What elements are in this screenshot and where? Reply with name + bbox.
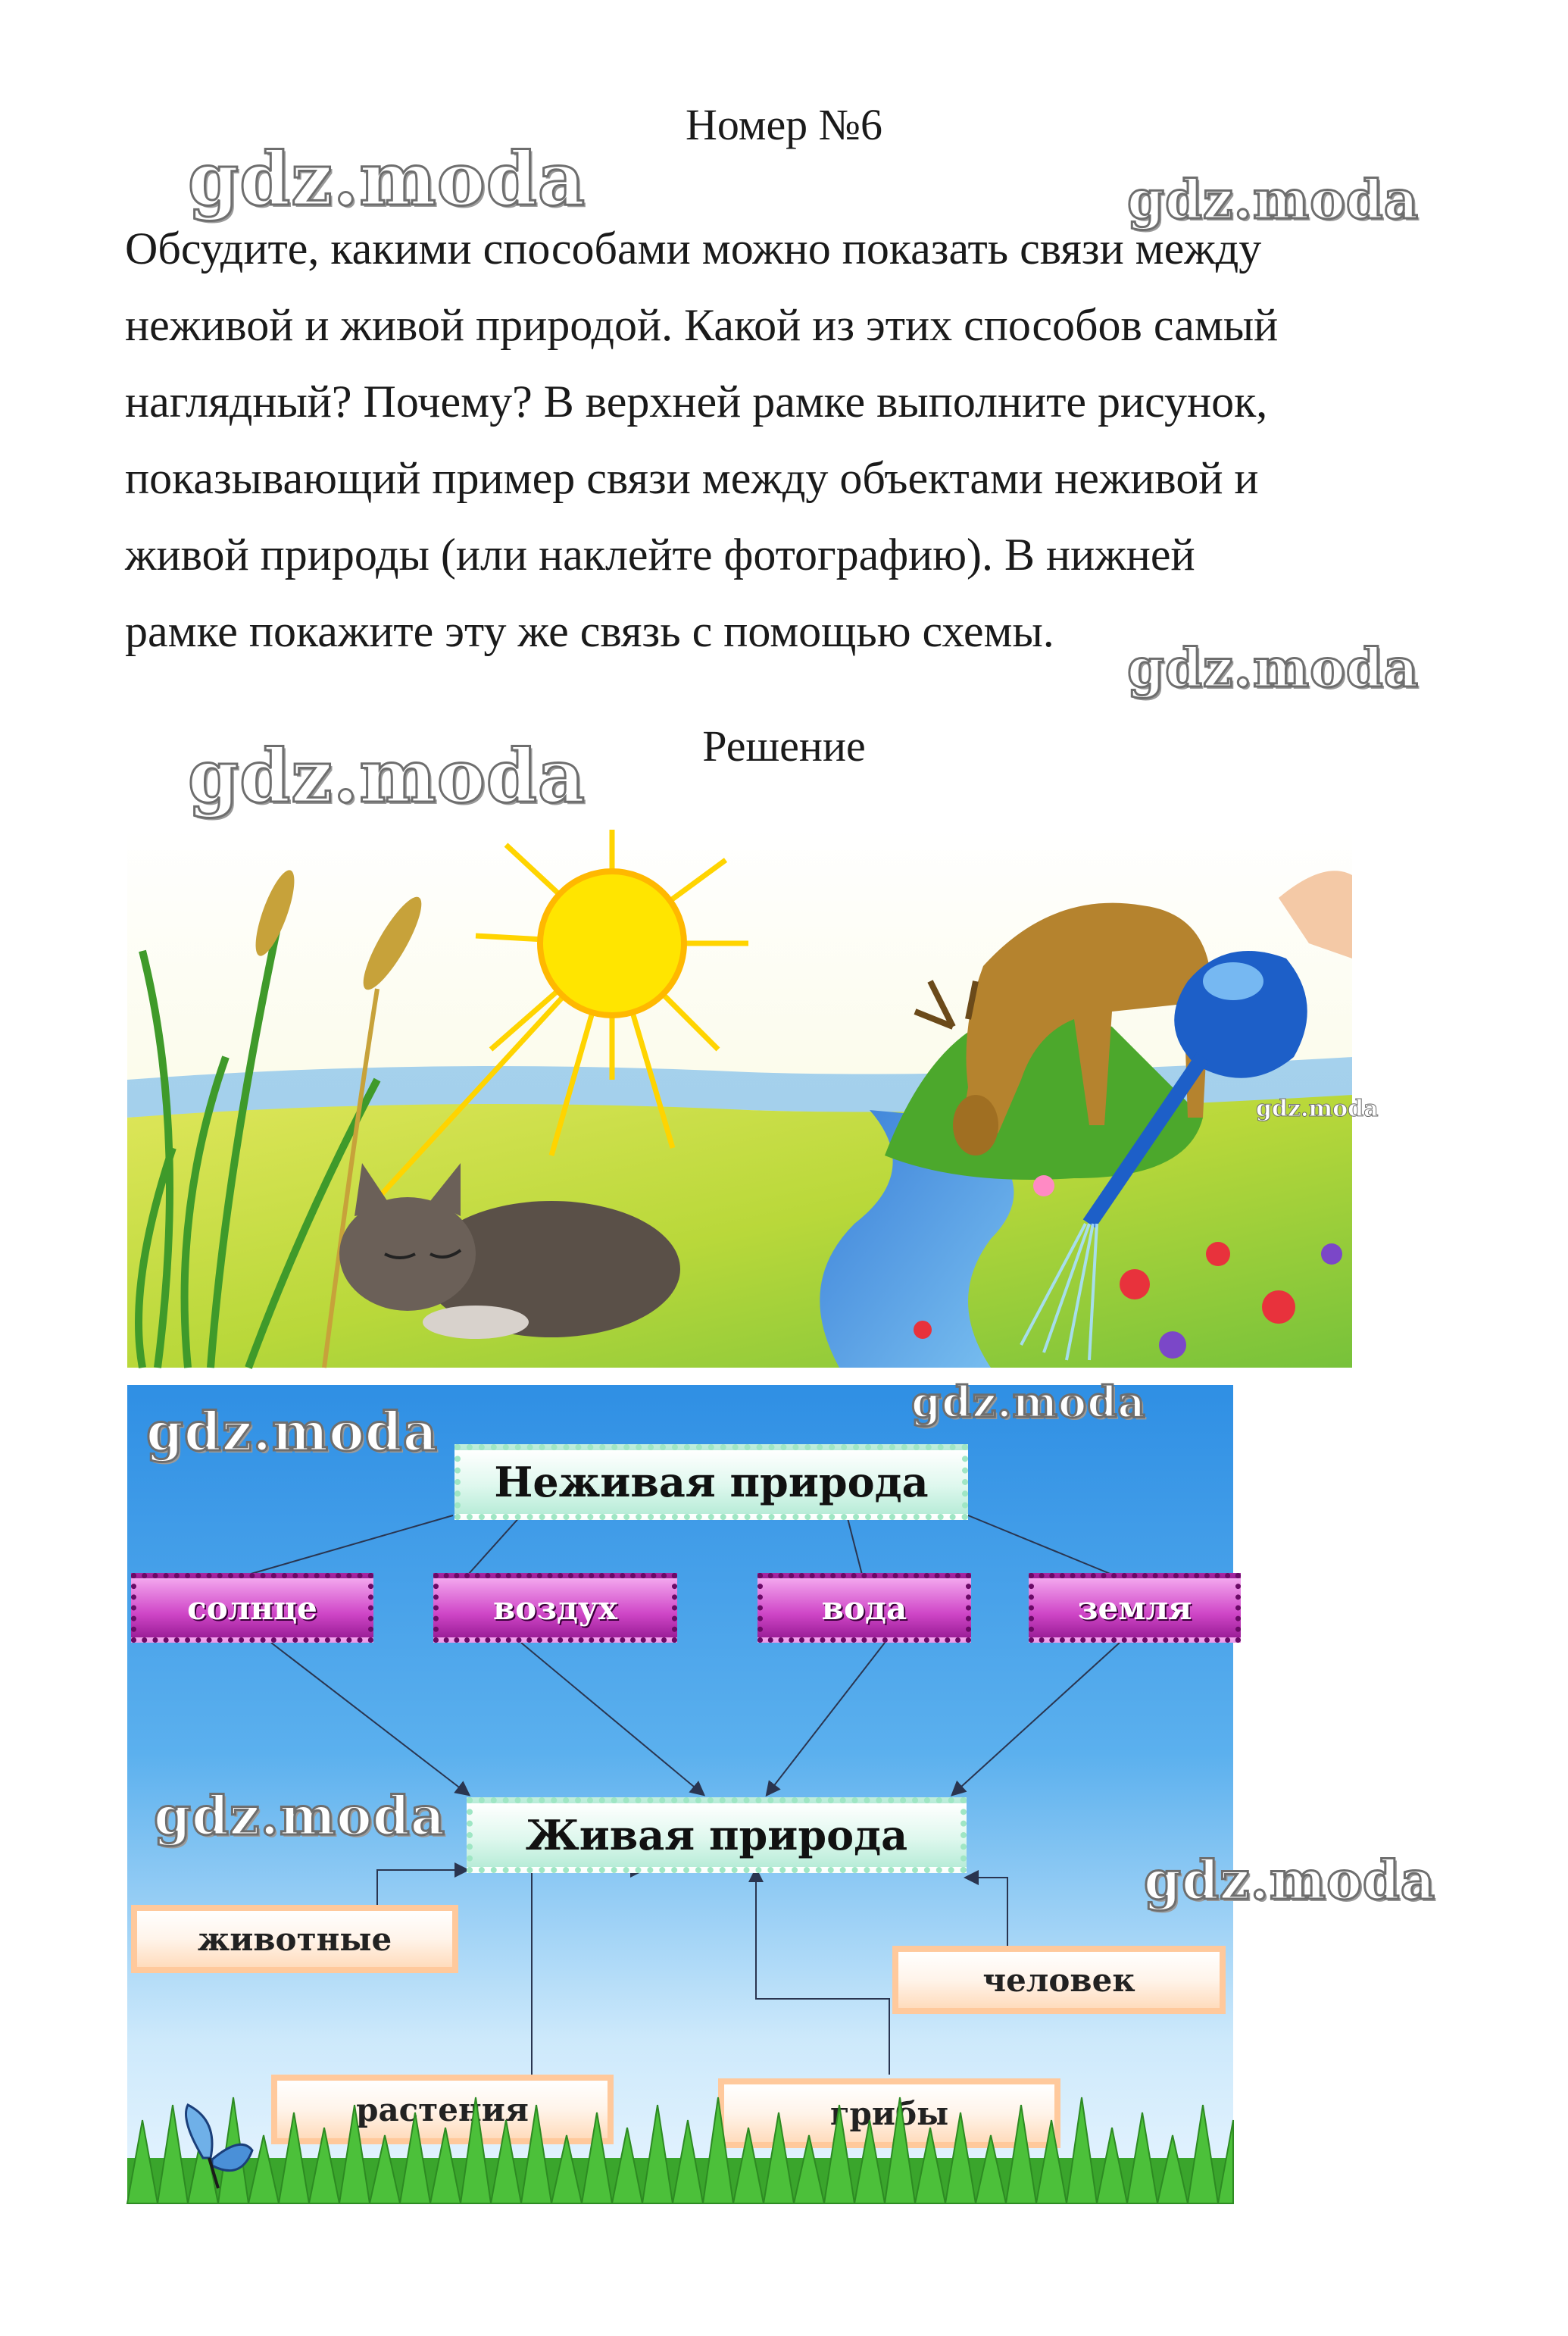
watermark: gdz.moda	[1256, 1096, 1379, 1122]
task-line: рамке покажите эту же связь с помощью схемы.	[125, 606, 1054, 656]
watermark: gdz.moda	[188, 733, 586, 819]
living-item-plants: растения	[271, 2075, 614, 2144]
nonliving-item-earth: земля	[1029, 1573, 1241, 1643]
living-item-human: человек	[892, 1946, 1226, 2014]
living-item-animals: животные	[131, 1905, 458, 1973]
task-line: Обсудите, какими способами можно показать связи между	[125, 224, 1262, 274]
nonliving-item-water: вода	[757, 1573, 971, 1643]
nature-scheme	[127, 1378, 1233, 2203]
solution-heading: Решение	[702, 721, 866, 771]
task-line: неживой и живой природой. Какой из этих способов самый	[125, 300, 1279, 350]
watermark: gdz.moda	[154, 1784, 446, 1847]
nonliving-nature-box: Неживая природа	[454, 1444, 968, 1520]
watermark: gdz.moda	[1144, 1849, 1436, 1912]
watermark: gdz.moda	[911, 1378, 1146, 1428]
task-line: живой природы (или наклейте фотографию). В нижней	[125, 530, 1195, 580]
living-nature-box: Живая природа	[467, 1797, 967, 1873]
page-title: Номер №6	[685, 100, 883, 149]
grass-strip	[127, 2090, 1233, 2203]
watermark: gdz.moda	[188, 136, 586, 222]
task-line: наглядный? Почему? В верхней рамке выполните рисунок,	[125, 377, 1268, 427]
nonliving-item-air: воздух	[433, 1573, 677, 1643]
nature-illustration	[127, 830, 1379, 1368]
living-item-fungi: грибы	[718, 2078, 1060, 2148]
watermark: gdz.moda	[146, 1400, 439, 1463]
task-line: показывающий пример связи между объектами неживой и	[125, 453, 1259, 503]
task-text	[125, 211, 1458, 670]
nonliving-item-sun: солнце	[131, 1573, 373, 1643]
watermark: gdz.moda	[1127, 636, 1420, 699]
watermark: gdz.moda	[1127, 168, 1420, 231]
